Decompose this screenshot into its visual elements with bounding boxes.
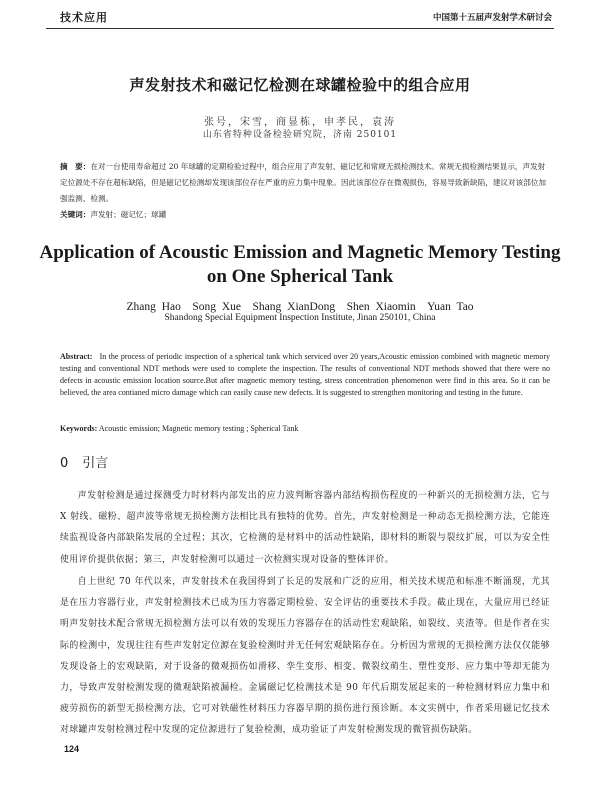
- english-title-line2: on One Spherical Tank: [206, 266, 394, 287]
- chinese-title: 声发射技术和磁记忆检测在球罐检验中的组合应用: [129, 76, 471, 94]
- english-abstract: [60, 351, 550, 399]
- chinese-abstract-label: 摘 要：: [60, 162, 91, 171]
- english-authors: Zhang Hao Song Xue Shang XianDong Shen Xiaomin Yuan Tao: [126, 301, 474, 313]
- section-heading-introduction: [60, 452, 108, 471]
- chinese-keywords: [60, 209, 550, 221]
- chinese-abstract: [60, 159, 550, 207]
- page-number: 124: [64, 744, 80, 754]
- header-section-label: 技术应用: [60, 11, 108, 24]
- section-title: 引言: [82, 456, 109, 471]
- english-title-line1: Application of Acoustic Emission and Magnetic Memory Testing: [39, 242, 561, 263]
- body-paragraph-2: 自上世纪 70 年代以来，声发射技术在我国得到了长足的发展和广泛的应用，相关技术规范和标准不断涌现，尤其是在压力容器行业，声发射检测技术已成为压力容器定期检验、安全评估的重要技术手段。截止现在，大量应用已经证明声发射技术配合常规无损检测方法可以有效的发现压力容器存在的活动性宏观缺陷，如裂纹、夹渣等。但是作者在实际的检测中，发现往往有些声发射定位源在复验检测时并无任何宏观缺陷存在。分析因为常规的无损检测方法仅仅能够发现设备上的宏观缺陷，对于设备的微观损伤如滑移、孪生变形、相变、微裂纹萌生、塑性变形、应力集中等却无能为力，导致声发射检测发现的微观缺陷被漏检。金属磁记忆检测技术是 90 年代后期发展起来的一种检测材料应力集中和疲劳损伤的新型无损检测方法，它可对铁磁性材料压力容器早期的损伤进行预诊断。本文实例中，作者采用磁记忆技术对球罐声发射检测过程中发现的定位源进行了复验检测，成功验证了声发射检测发现的微管损伤缺陷。: [60, 577, 550, 736]
- header-conference-name: 中国第十五届声发射学术研讨会: [432, 13, 552, 23]
- english-keywords-label: Keywords:: [60, 424, 98, 433]
- english-title: [0, 241, 600, 289]
- english-keywords: [60, 424, 550, 433]
- chinese-abstract-text: 在对一台使用寿命超过 20 年球罐的定期检验过程中，组合应用了声发射、磁记忆和常规无损检测技术。常规无损检测结果显示，声发射定位源处不存在超标缺陷，但是磁记忆检测却发现该部位存在严重的应力集中现象。因此该部位存在微观损伤，容易导致新缺陷，建议对该部位加强监测、检测。: [60, 162, 546, 203]
- english-abstract-label: Abstract:: [60, 352, 93, 361]
- english-keywords-text: Acoustic emission; Magnetic memory testing ; Spherical Tank: [98, 424, 299, 433]
- chinese-keywords-label: 关键词：: [60, 210, 91, 219]
- chinese-affiliation: 山东省特种设备检验研究院，济南 250101: [202, 130, 398, 140]
- english-affiliation: Shandong Special Equipment Inspection Institute, Jinan 250101, China: [164, 313, 436, 323]
- body-paragraph-1: 声发射检测是通过探测受力时材料内部发出的应力波判断容器内部结构损伤程度的一种新兴的无损检测方法，它与 X 射线、磁粉、超声波等常规无损检测方法相比具有独特的优势。首先，声发射检测是一种动态无损检测方法，它能连续监视设备内部缺陷发展的全过程；其次，它检测的是材料中的活动性缺陷，即材料的断裂与裂纹扩展，可以为安全性使用评价提供依据；第三，声发射检测可以通过一次检测实现对设备的整体评价。: [60, 491, 550, 565]
- section-number: 0: [60, 456, 69, 471]
- chinese-authors: 张号，宋雪，商显栋，申孝民，袁涛: [204, 117, 396, 128]
- chinese-keywords-text: 声发射；磁记忆；球罐: [90, 210, 167, 219]
- english-abstract-text: In the process of periodic inspection of a spherical tank which serviced over 20 years,Acoustic emission combined with magnetic memory testing and conventional NDT methods were used to complete the inspection. The results of conventional NDT methods showed that there were no defects in acoustic emission location source.But after magnetic memory testing, stress concentration phenomenon were find in this area. So it can be believed, the area contianed micro damage which can easily cause new defects. It is suggested to strengthen monitoring and testing in the future.: [60, 352, 550, 397]
- running-header: [46, 6, 554, 29]
